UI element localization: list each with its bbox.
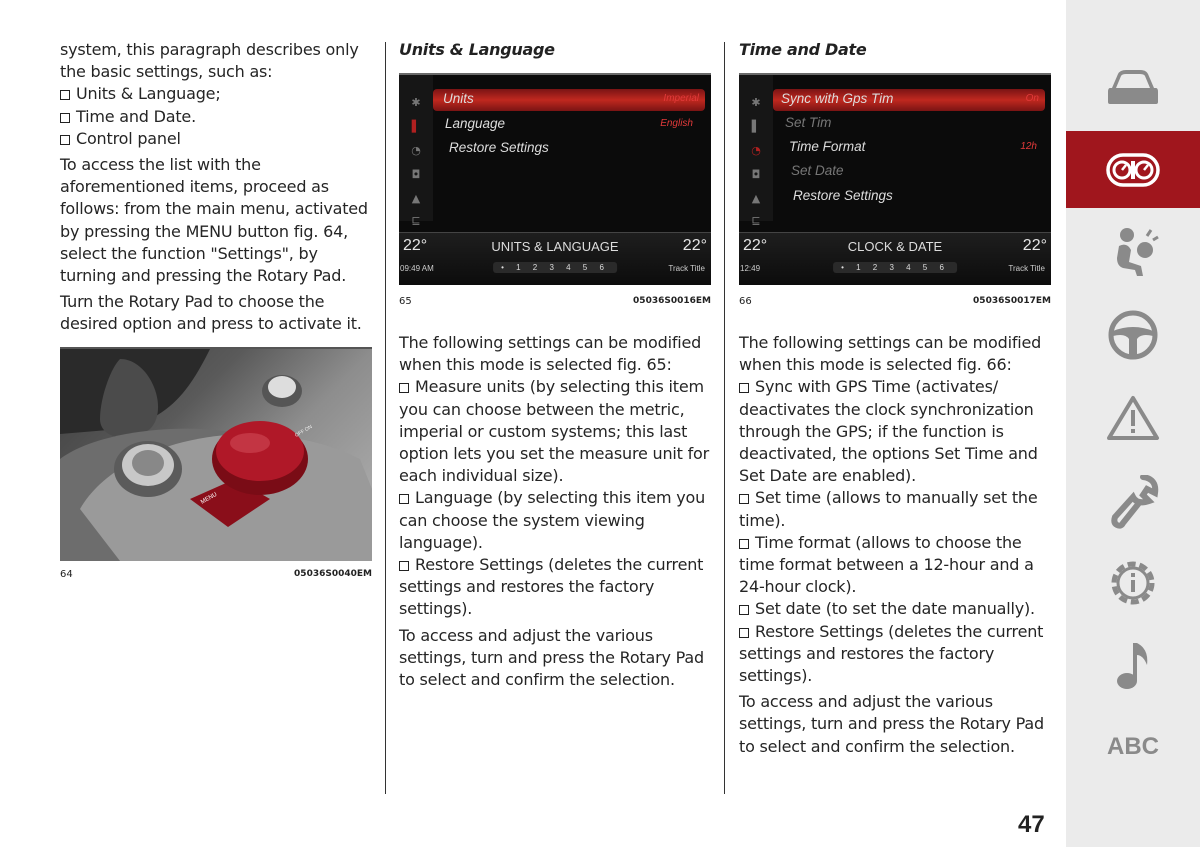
paragraph: To access the list with the aforementioned items, proceed as follows: from the main menu, activated by pressing the MENU button fig. 64, select the function "Settings", by turning and pressing the Rotary Pad. [60,155,368,286]
checkbox-bullet-icon [399,383,409,393]
settings-icon: ✱ [411,96,421,109]
knob-label: OFF ON [294,424,314,439]
temp-right: 22° [682,237,707,254]
list-item: Sync with GPS Time (activates/ deactivates the clock synchronization through the GPS; if the function is deactivated, the options Set Time and Set Date are enabled). [739,377,1038,486]
warning-triangle-icon[interactable] [1066,392,1200,444]
units-language-screen [399,73,711,285]
column-divider [385,42,386,794]
paragraph: To access and adjust the various settings, turn and press the Rotary Pad to select and confirm the selection. [399,625,704,690]
abc-index-label[interactable]: ABC [1107,733,1159,760]
list-item: Control panel [60,128,376,150]
list-item: Set time (allows to manually set the time). [739,488,1038,530]
checkbox-bullet-icon [399,561,409,571]
page-dots: • 1 2 3 4 5 6 [493,262,617,273]
track-title: Track Title [1008,264,1045,273]
figure-caption [60,569,372,580]
figure-caption [739,296,1051,307]
seat-icon: ⊑ [751,214,761,227]
figure-code: 05036S0016EM [633,296,711,306]
paragraph: Turn the Rotary Pad to choose the desired option and press to activate it. [60,292,362,334]
settings-icon: ✱ [751,96,761,109]
rotary-pad-illustration [60,349,372,561]
menu-row: Set Tim [785,115,832,130]
dashboard-gauges-icon[interactable] [1066,145,1200,195]
section-heading: Time and Date [739,40,867,59]
clock-readout: 12:49 [740,264,761,273]
figure-code: 05036S0017EM [973,296,1051,306]
airbag-passenger-icon[interactable] [1066,225,1200,279]
right-column-text [739,332,1053,762]
warning-icon: ▲ [411,192,421,205]
warning-icon: ▲ [751,192,761,205]
mode-title: CLOCK & DATE [847,239,943,254]
media-icon: ◔ [411,144,421,157]
shield-icon: ◘ [751,168,761,181]
page-dots: • 1 2 3 4 5 6 [833,262,957,273]
figure-number: 66 [739,296,752,307]
intro-text: system, this paragraph describes only the basic settings, such as: [60,40,359,82]
menu-row: Restore Settings [449,140,549,155]
middle-column-text [399,332,713,695]
page-number: 47 [1018,811,1045,838]
person-icon: ▌ [411,120,421,133]
menu-button-label: MENU [200,491,219,506]
menu-row: Language English [445,116,693,131]
car-icon[interactable] [1066,62,1200,112]
figure-code: 05036S0040EM [294,569,372,579]
menu-row: Set Date [791,163,844,178]
person-icon: ▌ [751,120,761,133]
list-item: Units & Language; [60,83,376,105]
checkbox-bullet-icon [739,539,749,549]
checkbox-bullet-icon [739,494,749,504]
music-note-icon[interactable] [1066,638,1200,692]
clock-readout: 09:49 AM [400,264,434,273]
menu-row: Sync with Gps Tim On [781,91,1039,106]
temp-left: 22° [403,237,428,254]
menu-row: Restore Settings [793,188,893,203]
rotary-pad-photo [60,347,372,561]
left-column [60,39,376,340]
checkbox-bullet-icon [60,90,70,100]
list-item: Restore Settings (deletes the current settings and restores the factory settings). [739,621,1044,686]
media-icon: ◔ [751,144,761,157]
checkbox-bullet-icon [399,494,409,504]
menu-row: Units Imperial [443,91,699,106]
wrench-icon[interactable] [1066,474,1200,530]
intro-text: The following settings can be modified when this mode is selected fig. 65: [399,333,702,375]
gear-info-icon[interactable] [1066,555,1200,611]
list-item: Set date (to set the date manually). [739,598,1053,620]
list-item: Time and Date. [60,106,376,128]
figure-number: 64 [60,569,73,580]
figure-number: 65 [399,296,412,307]
menu-row: Time Format 12h [789,139,1037,154]
intro-text: The following settings can be modified when this mode is selected fig. 66: [739,333,1042,375]
mode-title: UNITS & LANGUAGE [491,239,619,254]
checkbox-bullet-icon [60,135,70,145]
temp-right: 22° [1022,237,1047,254]
column-divider [724,42,725,794]
list-item: Restore Settings (deletes the current settings and restores the factory settings). [399,555,704,619]
steering-wheel-icon[interactable] [1066,308,1200,362]
chapter-sidebar [1066,0,1200,847]
track-title: Track Title [668,264,705,273]
checkbox-bullet-icon [739,383,749,393]
temp-left: 22° [743,237,768,254]
shield-icon: ◘ [411,168,421,181]
list-item: Time format (allows to choose the time format between a 12-hour and a 24-hour clock). [739,532,1034,597]
seat-icon: ⊑ [411,214,421,227]
checkbox-bullet-icon [739,605,749,615]
list-item: Language (by selecting this item you can choose the system viewing language). [399,488,706,552]
figure-caption [399,296,711,307]
clock-date-screen [739,73,1051,285]
list-item: Measure units (by selecting this item you can choose between the metric, imperial or custom systems; this last option lets you set the measure unit for each individual size). [399,377,709,486]
paragraph: To access and adjust the various settings, turn and press the Rotary Pad to select and confirm the selection. [739,692,1044,756]
checkbox-bullet-icon [60,113,70,123]
section-heading: Units & Language [399,40,555,59]
checkbox-bullet-icon [739,628,749,638]
